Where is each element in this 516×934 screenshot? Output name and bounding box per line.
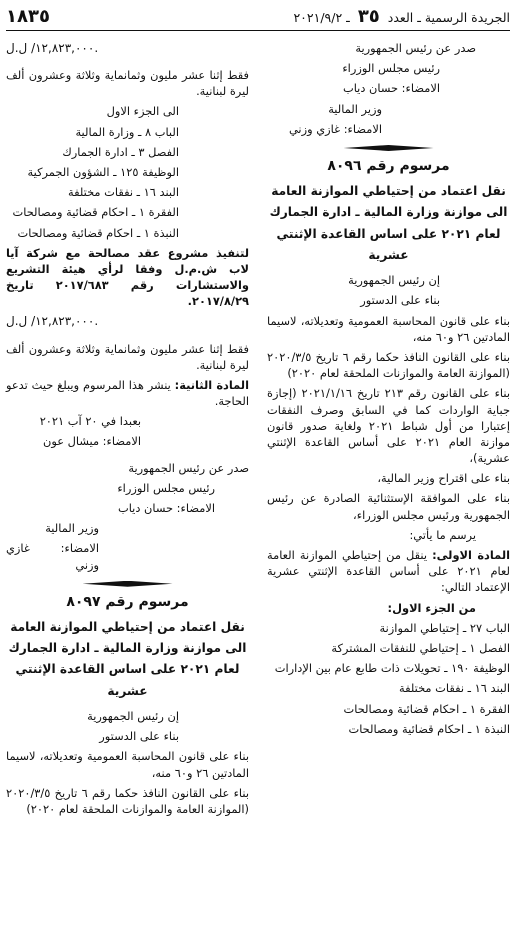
article-label: المادة الاولى: — [432, 548, 510, 562]
decree-title: مرسوم رقم ٨٠٩٦ — [327, 157, 450, 174]
budget-item: النبذة ١ ـ احكام قضائية ومصالحات — [17, 225, 179, 240]
from-part-heading: من الجزء الاول: — [387, 600, 476, 615]
budget-item: الوظيفة ١٢٥ ـ الشؤون الجمركية — [27, 164, 179, 179]
decree-subtitle-line: الى موازنة وزارة المالية ـ ادارة الجمارك — [8, 640, 247, 655]
preamble-line: بناء على الموافقة الإستثنائية الصادرة عن رئيس الجمهورية ورئيس مجلس الوزراء، — [267, 491, 510, 522]
budget-item: الفقرة ١ ـ احكام قضائية ومصالحات — [343, 701, 510, 716]
preamble-line: بناء على قانون المحاسبة العمومية وتعديلاته، لاسيما المادتين ٢٦ و٦٠ منه، — [6, 749, 249, 780]
issue-date: ـ ٢٠٢١/٩/٢ — [293, 10, 350, 26]
decree-date: بعبدا في ٢٠ آب ٢٠٢١ — [39, 414, 141, 429]
left-column — [6, 40, 249, 821]
decree-subtitle-line: نقل اعتماد من إحتياطي الموازنة العامة — [10, 619, 245, 634]
budget-item: الفصل ١ ـ إحتياطي للنفقات المشتركة — [331, 640, 510, 655]
section-divider — [6, 581, 249, 587]
page-header — [6, 4, 510, 31]
budget-item: البند ١٦ ـ نفقات مختلفة — [68, 185, 179, 200]
preamble-line: بناء على الدستور — [99, 729, 179, 744]
sig-issued-by: صدر عن رئيس الجمهورية — [355, 41, 476, 55]
preamble-line: بناء على القانون النافذ حكما رقم ٦ تاريخ ٢٠٢٠/٣/٥ (الموازنة العامة والموازنات الملحقة لعام ٢٠٢٠) — [267, 349, 510, 381]
sig-pm-name: الامضاء: حسان دياب — [342, 81, 440, 96]
article-text: ينشر هذا المرسوم ويبلغ حيث تدعو الحاجة. — [6, 377, 249, 409]
budget-item: الفصل ٣ ـ ادارة الجمارك — [62, 144, 179, 159]
decree-subtitle-line: الى موازنة وزارة المالية ـ ادارة الجمارك — [269, 205, 508, 220]
to-part-heading: الى الجزء الاول — [106, 104, 179, 119]
gazette-name: الجريدة الرسمية ـ العدد — [387, 10, 510, 26]
amount-figure: ١٢,٨٢٣,٠٠٠/ ل.ل. — [6, 314, 99, 329]
header-title — [293, 4, 510, 30]
president-signature: الامضاء: ميشال عون — [42, 434, 141, 449]
preamble-line: بناء على الدستور — [360, 293, 440, 308]
article-label: المادة الثانية: — [174, 377, 249, 392]
sig-fin-title: وزير المالية — [45, 521, 99, 536]
sig-fin-name: الامضاء: غازي وزني — [288, 121, 382, 136]
sig-pm-name: الامضاء: حسان دياب — [117, 501, 215, 515]
preamble-line: إن رئيس الجمهورية — [348, 273, 440, 288]
sig-fin-name: الامضاء: غازي وزني — [6, 541, 99, 572]
decree-subtitle — [267, 181, 510, 266]
section-divider — [267, 145, 510, 151]
purpose-text: لتنفيذ مشروع عقد مصالحة مع شركة آيا لاب ش.م.ل وفقا لرأي هيئة التشريع والاستشارات رقم ٢٠١٧/٦٨٣ تاريخ ٢٠١٧/٨/٢٩. — [6, 245, 249, 309]
article-2 — [6, 377, 249, 409]
article-text: ينقل من إحتياطي الموازنة العامة لعام ٢٠٢١ على أساس القاعدة الإثنتي عشرية الإعتماد التالي: — [267, 548, 510, 595]
preamble-line: بناء على اقتراح وزير المالية، — [377, 471, 510, 486]
amount-figure: ١٢,٨٢٣,٠٠٠/ ل.ل. — [6, 41, 99, 55]
decree-title: مرسوم رقم ٨٠٩٧ — [66, 593, 189, 610]
decree-subtitle-line: لعام ٢٠٢١ على اساس القاعدة الإثنتي عشرية — [15, 662, 240, 698]
decree-subtitle-line: نقل اعتماد من إحتياطي الموازنة العامة — [271, 183, 506, 198]
sig-fin-title: وزير المالية — [328, 101, 382, 116]
budget-item: الوظيفة ١٩٠ ـ تحويلات ذات طابع عام بين الإدارات — [274, 661, 510, 676]
article-1 — [267, 547, 510, 596]
sig-pm-title: رئيس مجلس الوزراء — [117, 480, 215, 495]
decree-subtitle-line: لعام ٢٠٢١ على اساس القاعدة الإثنتي عشرية — [276, 226, 501, 262]
preamble-line: إن رئيس الجمهورية — [87, 709, 179, 723]
sig-pm-title: رئيس مجلس الوزراء — [342, 61, 440, 76]
budget-item: الباب ٨ ـ وزارة المالية — [75, 124, 179, 139]
right-column — [267, 40, 510, 741]
budget-item: البند ١٦ ـ نفقات مختلفة — [399, 681, 510, 696]
budget-item: الباب ٢٧ ـ إحتياطي الموازنة — [379, 620, 510, 635]
issue-number: ٣٥ — [357, 6, 380, 28]
budget-item: الفقرة ١ ـ احكام قضائية ومصالحات — [12, 205, 179, 220]
decree-subtitle — [6, 617, 249, 702]
amount-words: فقط إثنا عشر مليون وثمانماية وثلاثة وعشرون ألف ليرة لبنانية. — [6, 341, 249, 372]
page-number: ١٨٣٥ — [6, 6, 50, 28]
amount-words: فقط إثنا عشر مليون وثمانماية وثلاثة وعشرون ألف ليرة لبنانية. — [6, 68, 249, 99]
preamble-line: بناء على القانون النافذ حكما رقم ٦ تاريخ ٢٠٢٠/٣/٥ (الموازنة العامة والموازنات الملحقة لعام ٢٠٢٠) — [6, 785, 249, 816]
preamble-line: يرسم ما يأتي: — [409, 527, 476, 542]
preamble-line: بناء على قانون المحاسبة العمومية وتعديلاته، لاسيما المادتين ٢٦ و٦٠ منه، — [267, 313, 510, 344]
sig-issued-by: صدر عن رئيس الجمهورية — [128, 460, 249, 475]
preamble-line: بناء على القانون رقم ٢١٣ تاريخ ٢٠٢١/١/١٦ (إجازة جباية الواردات كما في السابق وصرف النفقات إعتبارا من أول شباط ٢٠٢١ ولغاية صدور قانون موازنة العام ٢٠٢١ على أساس القاعدة الإثنتي عشرية)، — [267, 386, 511, 466]
budget-item: النبذة ١ ـ احكام قضائية ومصالحات — [348, 721, 510, 736]
